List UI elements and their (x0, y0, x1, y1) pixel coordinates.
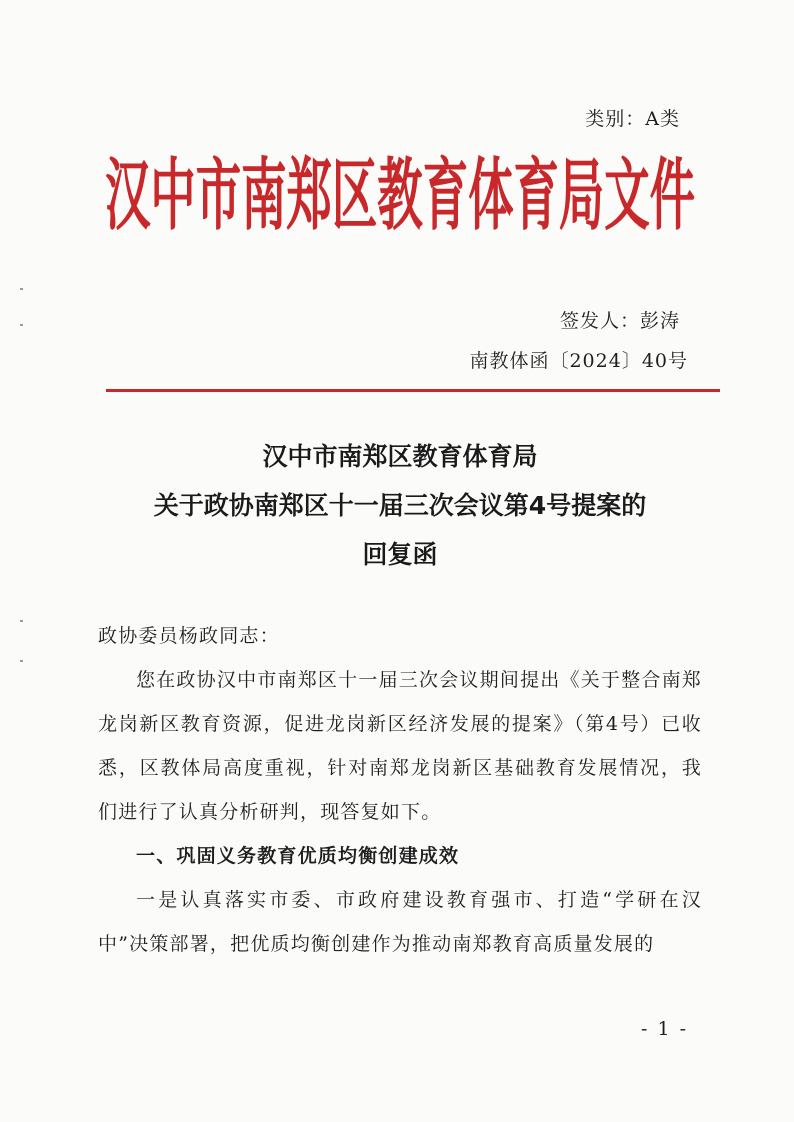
document-body (98, 614, 702, 966)
scan-mark (20, 324, 23, 326)
scan-mark (20, 620, 23, 622)
body-paragraph: 一是认真落实市委、市政府建设教育强市、打造“学研在汉中”决策部署，把优质均衡创建作为推动南郑教育高质量发展的 (98, 889, 702, 955)
signer-line: 签发人：彭涛 (559, 310, 680, 332)
title-line-3: 回复函 (362, 540, 438, 569)
scan-mark (20, 288, 23, 290)
page-number: - 1 - (640, 1018, 688, 1040)
scan-mark (20, 660, 23, 662)
body-paragraph: 您在政协汉中市南郑区十一届三次会议期间提出《关于整合南郑龙岗新区教育资源，促进龙岗新区经济发展的提案》（第4号）已收悉，区教体局高度重视，针对南郑龙岗新区基础教育发展情况，我们进行了认真分析研判，现答复如下。 (98, 669, 702, 823)
title-line-1: 汉中市南郑区教育体育局 (262, 442, 538, 471)
letterhead-title (100, 134, 700, 246)
salutation: 政协委员杨政同志： (98, 625, 280, 647)
section-heading: 一、巩固义务教育优质均衡创建成效 (136, 845, 460, 867)
document-category: 类别：A类 (585, 108, 680, 130)
red-separator-line (106, 389, 720, 392)
title-line-2: 关于政协南郑区十一届三次会议第4号提案的 (153, 491, 647, 520)
letterhead-svg (100, 134, 700, 246)
document-title (100, 432, 700, 579)
document-number: 南教体函〔2024〕40号 (469, 350, 688, 372)
letterhead-text: 汉中市南郑区教育体育局文件 (105, 151, 695, 241)
